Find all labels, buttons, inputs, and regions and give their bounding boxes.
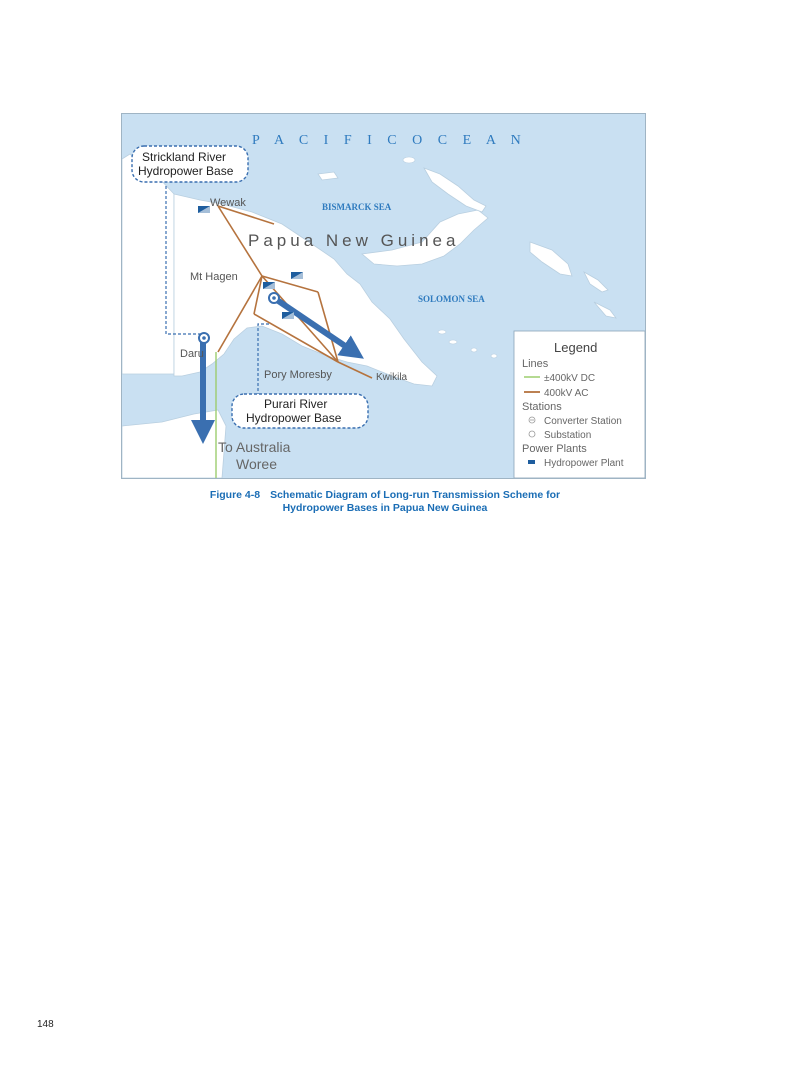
converter-station-inner [272, 296, 276, 300]
legend-title: Legend [554, 340, 598, 355]
small-island [471, 348, 477, 352]
legend-hydro-label: Hydropower Plant [544, 458, 624, 469]
transmission-map [121, 113, 646, 479]
hydropower-plant-icon [291, 272, 303, 279]
small-island [403, 157, 415, 163]
small-island [438, 330, 446, 334]
legend-stations-heading: Stations [522, 401, 562, 413]
strickland-callout-line1: Strickland River [142, 150, 227, 164]
figure-number: Figure 4-8 [209, 489, 261, 501]
legend-hydro-icon [528, 460, 535, 464]
caption-text-line1: Schematic Diagram of Long-run Transmission Scheme for [270, 489, 561, 501]
small-island [491, 354, 497, 358]
purari-callout-line2: Hydropower Base [246, 411, 342, 425]
legend-plants-heading: Power Plants [522, 443, 587, 455]
hydropower-plant-icon [263, 282, 275, 289]
page-number: 148 [37, 1019, 54, 1030]
bismarck-sea-label: BISMARCK SEA [322, 202, 392, 212]
legend-dc-label: ±400kV DC [544, 373, 596, 384]
export-label-line2: Woree [236, 456, 277, 472]
place-daru: Daru [180, 348, 204, 360]
strickland-callout-line2: Hydropower Base [138, 164, 234, 178]
legend [514, 331, 645, 478]
pacific-ocean-label: P A C I F I C O C E A N [252, 133, 527, 148]
legend-converter-label: Converter Station [544, 416, 622, 427]
export-label-line1: To Australia [218, 439, 291, 455]
purari-callout-line1: Purari River [264, 397, 328, 411]
place-port-moresby: Pory Moresby [264, 369, 332, 381]
place-wewak: Wewak [210, 197, 246, 209]
place-kwikila: Kwikila [376, 372, 408, 383]
solomon-sea-label: SOLOMON SEA [418, 294, 485, 304]
legend-ac-label: 400kV AC [544, 388, 589, 399]
legend-lines-heading: Lines [522, 358, 549, 370]
small-island [449, 340, 457, 344]
legend-substation-label: Substation [544, 430, 592, 441]
caption-text-line2: Hydropower Bases in Papua New Guinea [282, 502, 488, 514]
hydropower-plant-icon [282, 312, 294, 319]
hydropower-plant-icon [198, 206, 210, 213]
country-label: Papua New Guinea [248, 231, 460, 250]
figure-caption [150, 489, 620, 515]
converter-station-inner [202, 336, 206, 340]
caption-line1 [150, 489, 620, 502]
place-mt-hagen: Mt Hagen [190, 271, 238, 283]
